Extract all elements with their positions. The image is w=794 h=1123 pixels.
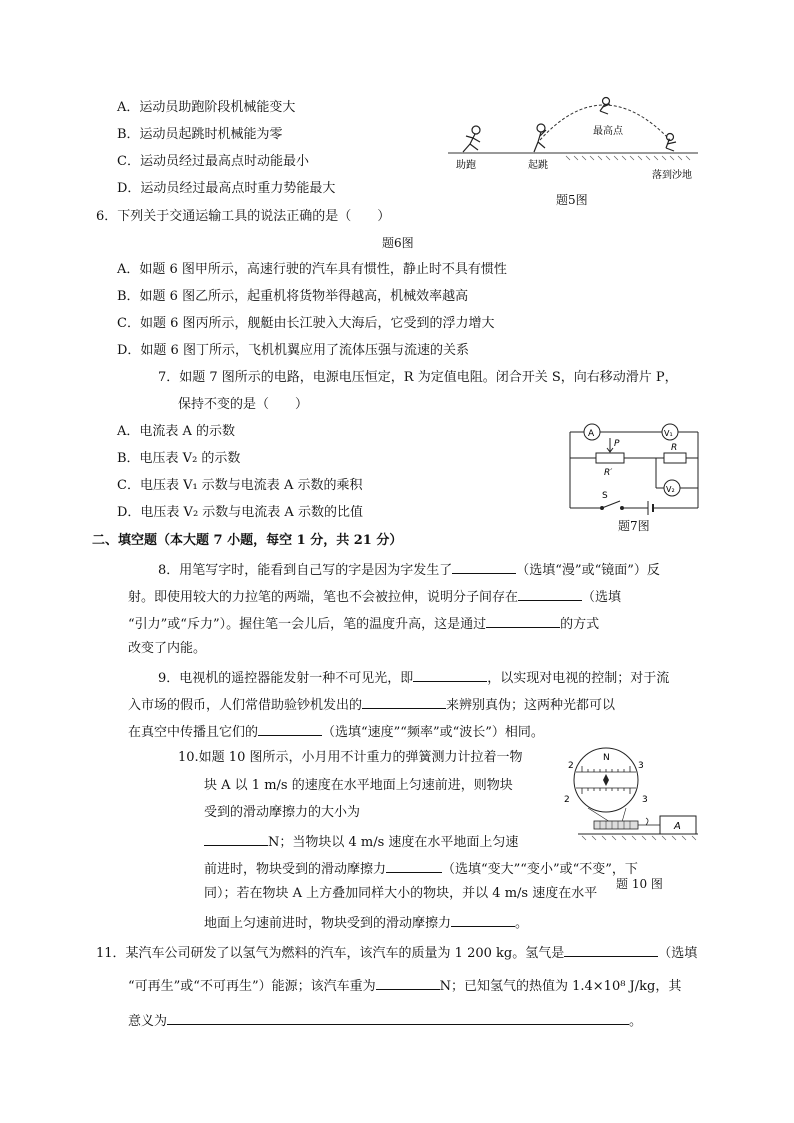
- q7-option-b: B．电压表 V₂ 的示数: [117, 451, 241, 466]
- q11-line3-text-a: 意义为: [128, 1014, 168, 1029]
- q8-line2-text-b: （选填: [582, 590, 622, 605]
- jump-label: 起跳: [528, 160, 548, 171]
- v2-label: V₂: [666, 485, 675, 494]
- q11-line2-text-b: N；已知氢气的热值为 1.4×10⁸ J/kg，其: [439, 979, 682, 994]
- q9-line3: [128, 723, 544, 739]
- q6-option-a: A．如题 6 图甲所示，高速行驶的汽车具有惯性，静止时不具有惯性: [117, 262, 507, 277]
- top-label: 最高点: [593, 126, 623, 137]
- q10-line4-text: N；当物块以 4 m/s 速度在水平地面上匀速: [268, 835, 519, 850]
- v1-label: V₁: [664, 429, 673, 438]
- q8-line3: [128, 615, 599, 631]
- q7-option-c: C．电压表 V₁ 示数与电流表 A 示数的乘积: [117, 478, 363, 493]
- q10-line5: [204, 860, 638, 876]
- q8-line1-text-a: 8．用笔写字时，能看到自己写的字是因为字发生了: [158, 563, 453, 578]
- fig5-caption: 题5图: [556, 193, 588, 207]
- q10-line2: 块 A 以 1 m/s 的速度在水平地面上匀速前进，则物块: [204, 778, 513, 793]
- runner-figure: [463, 126, 480, 152]
- q6-option-b: B．如题 6 图乙所示，起重机将货物举得越高，机械效率越高: [117, 289, 469, 304]
- q11-line3: [128, 1012, 642, 1028]
- q8-blank-3[interactable]: [486, 615, 560, 628]
- q11-line2: [128, 977, 681, 993]
- q10-line5-text-a: 前进时，物块受到的滑动摩擦力: [204, 862, 387, 877]
- q11-line2-text-a: “可再生”或“不可再生”）能源；该汽车重为: [128, 979, 376, 994]
- switch-symbol: [602, 501, 620, 508]
- scale-label-2: 2: [564, 795, 570, 805]
- q5-option-b: B．运动员起跳时机械能为零: [117, 127, 283, 142]
- q8-line2-text-a: 射。即使用较大的力拉笔的两端，笔也不会被拉伸，说明分子间存在: [128, 590, 519, 605]
- q11-line3-text-b: 。: [629, 1014, 643, 1029]
- q7-stem-line1: 7．如题 7 图所示的电路，电源电压恒定，R 为定值电阻。闭合开关 S，向右移动滑片 P，: [158, 370, 678, 385]
- q8-blank-2[interactable]: [518, 588, 582, 601]
- scale-label-4: 3: [642, 795, 648, 805]
- q9-line1: [158, 669, 669, 685]
- q5-option-d: D．运动员经过最高点时重力势能最大: [117, 181, 336, 196]
- q9-line3-text-a: 在真空中传播且它们的: [128, 725, 259, 740]
- section-2-title: 二、填空题（本大题 7 小题，每空 1 分，共 21 分）: [92, 533, 403, 548]
- q10-line4: [204, 833, 518, 849]
- q10-line7: [204, 914, 528, 930]
- q11-line1: [96, 944, 697, 960]
- circuit-figure: [564, 418, 714, 518]
- q9-line1-text-b: ，以实现对电视的控制；对于流: [487, 671, 670, 686]
- s-label: S: [602, 491, 608, 501]
- q9-blank-1[interactable]: [413, 669, 487, 682]
- q10-line5-text-b: （选填“变大”“变小”或“不变”，下: [442, 862, 638, 877]
- q8-line3-text-a: “引力”或“斥力”）。握住笔一会儿后，笔的温度升高，这是通过: [128, 617, 487, 632]
- jumper-figure: [534, 124, 546, 152]
- q10-line7-text-a: 地面上匀速前进时，物块受到的滑动摩擦力: [204, 916, 452, 931]
- long-jump-figure: [448, 90, 698, 190]
- q6-stem: 6．下列关于交通运输工具的说法正确的是（ ）: [96, 209, 391, 224]
- scale-label-3: 3: [638, 761, 644, 771]
- q8-blank-1[interactable]: [452, 561, 516, 574]
- q8-line2: [128, 588, 621, 604]
- q10-line7-text-b: 。: [515, 916, 529, 931]
- q11-blank-2[interactable]: [376, 977, 440, 990]
- q9-line1-text-a: 9．电视机的遥控器能发射一种不可见光，即: [158, 671, 414, 686]
- q11-blank-3[interactable]: [167, 1012, 629, 1025]
- ammeter-label: A: [588, 429, 595, 439]
- scale-label-1: 2: [568, 761, 574, 771]
- fig7-caption: 题7图: [618, 519, 650, 533]
- q7-option-a: A．电流表 A 的示数: [117, 424, 236, 439]
- landing-figure: [666, 134, 676, 152]
- q8-line1-text-b: （选填“漫”或“镜面”）反: [516, 563, 660, 578]
- fig6-caption: 题6图: [382, 236, 414, 250]
- q11-blank-1[interactable]: [564, 944, 658, 957]
- q8-line4: 改变了内能。: [128, 641, 207, 656]
- q9-line3-text-b: （选填“速度”“频率”或“波长”）相同。: [322, 725, 544, 740]
- land-label: 落到沙地: [652, 170, 692, 181]
- q10-blank-2[interactable]: [386, 860, 442, 873]
- q10-line3: 受到的滑动摩擦力的大小为: [204, 805, 361, 820]
- q10-line1: 10.如题 10 图所示，小月用不计重力的弹簧测力计拉着一物: [178, 750, 523, 765]
- top-jumper-figure: [600, 98, 610, 115]
- q11-line1-text-b: （选填: [658, 946, 698, 961]
- p-label: P: [614, 439, 620, 449]
- spring-scale-figure: [548, 746, 700, 842]
- spring-scale-body: [594, 821, 638, 829]
- q7-option-d: D．电压表 V₂ 示数与电流表 A 示数的比值: [117, 505, 363, 520]
- q10-blank-1[interactable]: [204, 833, 268, 846]
- rheostat-symbol: [596, 453, 624, 463]
- q10-line6: 同）；若在物块 A 上方叠加同样大小的物块，并以 4 m/s 速度在水平: [204, 886, 598, 901]
- q5-option-c: C．运动员经过最高点时动能最小: [117, 154, 309, 169]
- resistor-symbol: [664, 453, 686, 463]
- q6-option-d: D．如题 6 图丁所示，飞机机翼应用了流体压强与流速的关系: [117, 343, 469, 358]
- q9-line2-text-b: 来辨别真伪；这两种光都可以: [446, 698, 616, 713]
- block-label: A: [674, 821, 681, 832]
- q5-option-a: A．运动员助跑阶段机械能变大: [117, 100, 296, 115]
- q11-line1-text-a: 11．某汽车公司研发了以氢气为燃料的汽车，该汽车的质量为 1 200 kg。氢气是: [96, 946, 565, 961]
- needle-label: N: [603, 753, 610, 763]
- fig10-caption: 题 10 图: [616, 877, 663, 891]
- q8-line3-text-b: 的方式: [560, 617, 600, 632]
- q6-option-c: C．如题 6 图丙所示，舰艇由长江驶入大海后，它受到的浮力增大: [117, 316, 495, 331]
- q10-blank-3[interactable]: [451, 914, 515, 927]
- q9-line2: [128, 696, 615, 712]
- q8-line1: [158, 561, 660, 577]
- r-label: R: [671, 443, 678, 453]
- q9-line2-text-a: 入市场的假币，人们常借助验钞机发出的: [128, 698, 363, 713]
- run-label: 助跑: [456, 160, 476, 171]
- rprime-label: R′: [604, 468, 613, 478]
- q9-blank-3[interactable]: [258, 723, 322, 736]
- q9-blank-2[interactable]: [362, 696, 446, 709]
- q7-stem-line2: 保持不变的是（ ）: [178, 397, 309, 412]
